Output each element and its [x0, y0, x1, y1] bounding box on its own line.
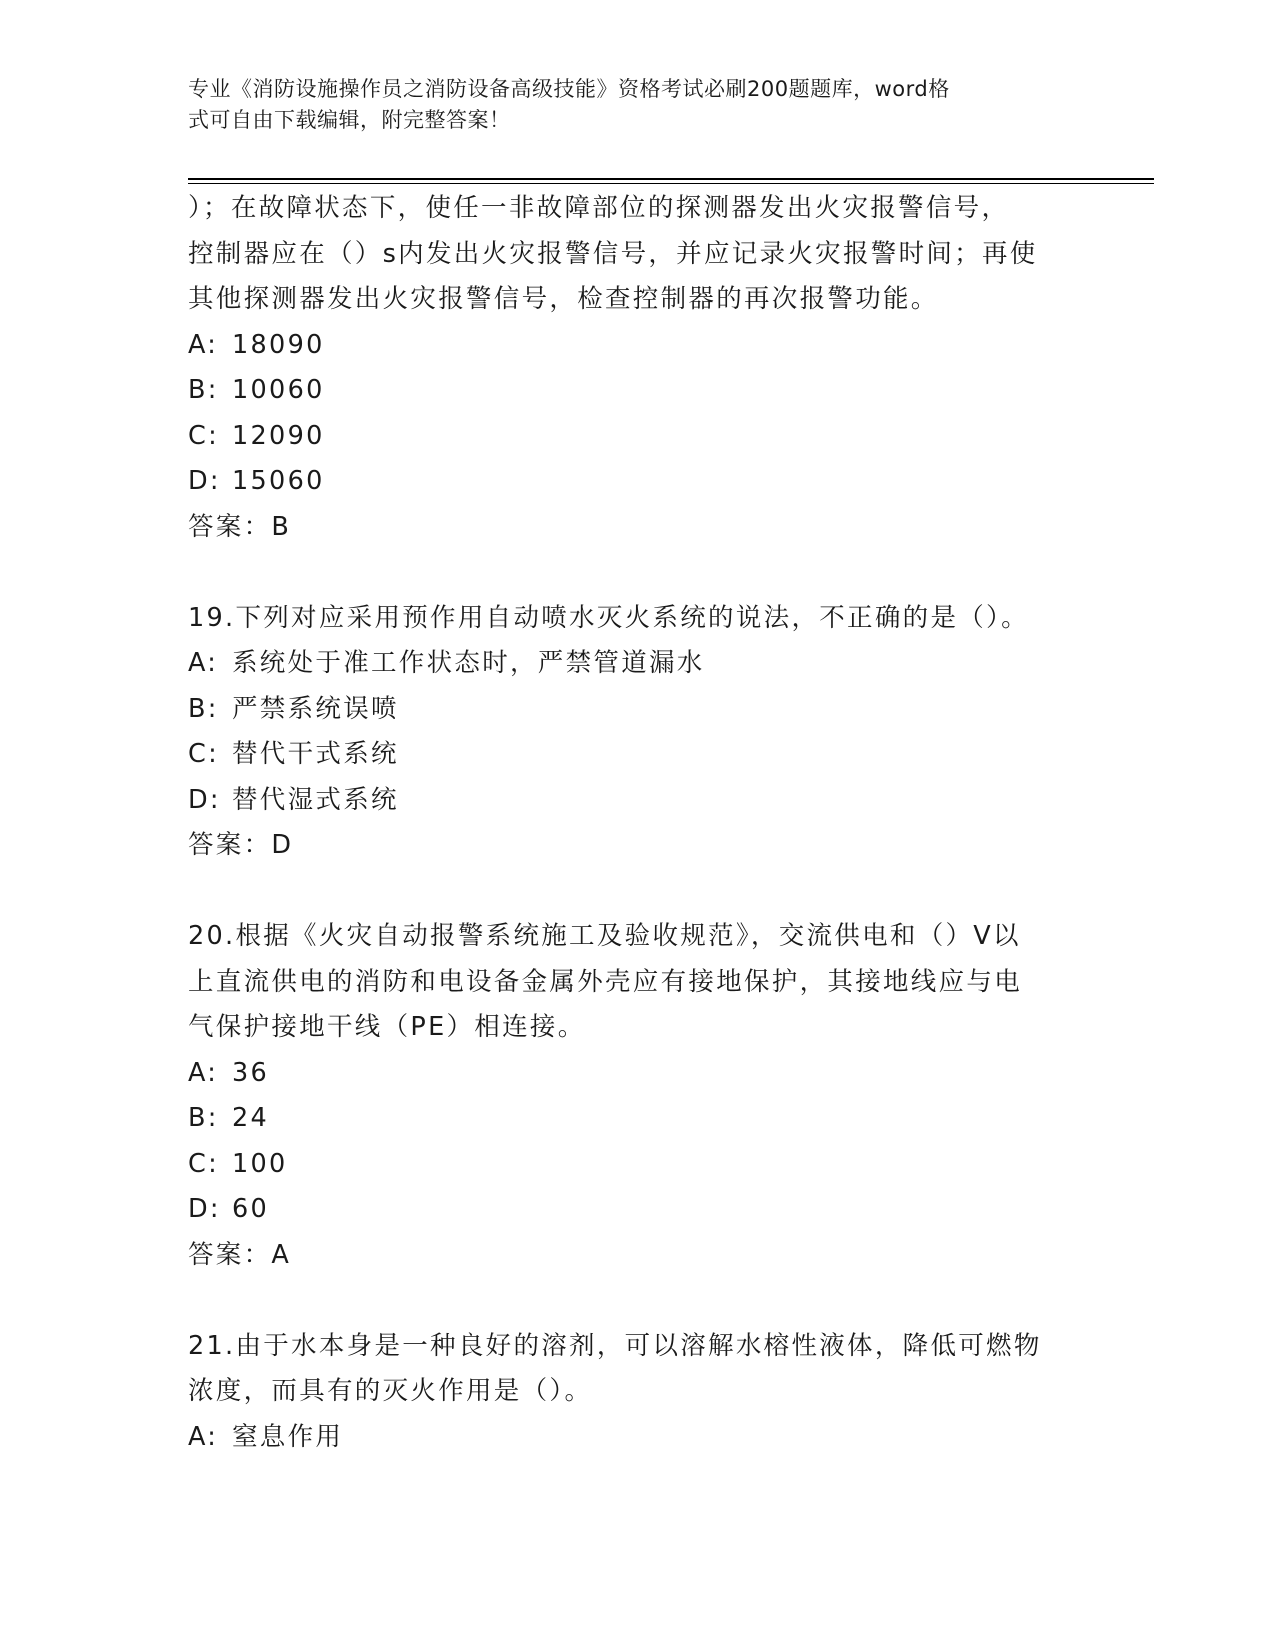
question-text-line: 其他探测器发出火灾报警信号，检查控制器的再次报警功能。 [188, 284, 939, 314]
option-letter: D: [188, 1194, 221, 1224]
option-text: 10060 [232, 375, 325, 405]
option-d [188, 1187, 1088, 1233]
answer-line: 答案：A [188, 1239, 292, 1270]
option-letter: C: [188, 420, 219, 451]
question-18 [188, 186, 1088, 550]
header-divider-thin [188, 183, 1154, 184]
question-text-line: 浓度，而具有的灭火作用是（）。 [188, 1376, 593, 1406]
option-c [188, 414, 1088, 460]
question-text-line: 气保护接地干线（PE）相连接。 [188, 1012, 586, 1042]
option-a [188, 1051, 1088, 1097]
option-letter: B: [188, 1103, 219, 1133]
question-text-line: 上直流供电的消防和电设备金属外壳应有接地保护，其接地线应与电 [188, 966, 1023, 997]
option-letter: A: [188, 1421, 219, 1452]
spacer [188, 1278, 1088, 1324]
document-header [188, 74, 1078, 136]
option-letter: C: [188, 739, 219, 769]
option-letter: A: [188, 648, 219, 678]
header-line-2: 式可自由下载编辑，附完整答案！ [188, 108, 511, 132]
option-text: 60 [232, 1194, 270, 1224]
option-letter: A: [188, 329, 219, 360]
answer-line: 答案：B [188, 511, 292, 542]
option-c [188, 732, 1088, 778]
question-list [188, 186, 1088, 1460]
option-text: 窒息作用 [232, 1421, 344, 1452]
option-text: 100 [232, 1148, 288, 1179]
option-b [188, 368, 1088, 414]
option-c [188, 1142, 1088, 1188]
option-text: 12090 [232, 420, 325, 451]
question-text-line: 控制器应在（）s内发出火灾报警信号，并应记录火灾报警时间；再使 [188, 238, 1038, 269]
option-letter: C: [188, 1148, 219, 1179]
spacer [188, 550, 1088, 596]
option-text: 系统处于准工作状态时，严禁管道漏水 [232, 648, 705, 678]
option-text: 替代湿式系统 [232, 784, 399, 815]
option-text: 严禁系统误喷 [232, 693, 399, 724]
option-letter: B: [188, 375, 219, 405]
answer-line: 答案：D [188, 830, 294, 860]
question-text-line: 20.根据《火灾自动报警系统施工及验收规范》，交流供电和（）V以 [188, 921, 1021, 951]
option-b [188, 1096, 1088, 1142]
question-19 [188, 596, 1088, 869]
header-divider-thick [188, 178, 1154, 180]
option-letter: A: [188, 1057, 219, 1088]
question-text-line: ）；在故障状态下，使任一非故障部位的探测器发出火灾报警信号， [188, 193, 1010, 223]
spacer [188, 869, 1088, 915]
option-a [188, 1415, 1088, 1461]
option-d [188, 778, 1088, 824]
question-20 [188, 914, 1088, 1278]
question-21 [188, 1324, 1088, 1461]
header-line-1: 专业《消防设施操作员之消防设备高级技能》资格考试必刷200题题库，word格 [188, 77, 950, 101]
option-letter: B: [188, 693, 219, 724]
option-text: 18090 [232, 329, 325, 360]
option-letter: D: [188, 466, 221, 496]
option-text: 15060 [232, 466, 325, 496]
option-a [188, 323, 1088, 369]
question-text-line: 21.由于水本身是一种良好的溶剂，可以溶解水榕性液体，降低可燃物 [188, 1330, 1042, 1361]
option-b [188, 687, 1088, 733]
option-a [188, 641, 1088, 687]
option-text: 替代干式系统 [232, 739, 399, 769]
question-text-line: 19.下列对应采用预作用自动喷水灭火系统的说法，不正确的是（）。 [188, 602, 1029, 633]
option-letter: D: [188, 784, 221, 815]
option-d [188, 459, 1088, 505]
option-text: 36 [232, 1057, 270, 1088]
option-text: 24 [232, 1103, 270, 1133]
